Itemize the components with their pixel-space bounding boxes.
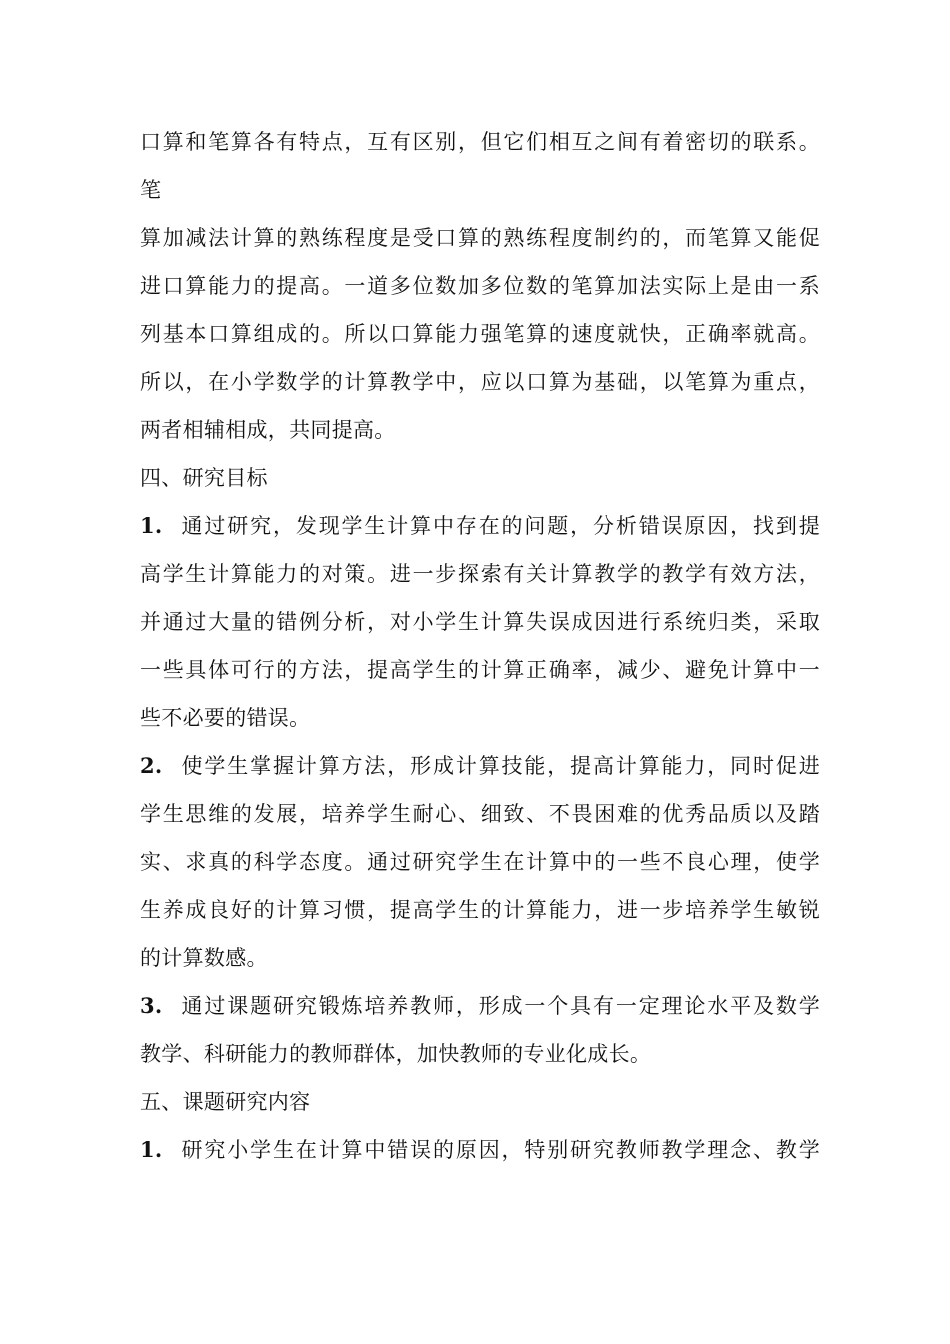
paragraph-line: 两者相辅相成，共同提高。	[140, 418, 396, 442]
paragraph-line: 并通过大量的错例分析，对小学生计算失误成因进行系统归类，采取	[140, 610, 820, 634]
list-item	[140, 982, 820, 1030]
section-heading-research-goals: 四、研究目标	[140, 466, 268, 490]
paragraph-line: 列基本口算组成的。所以口算能力强笔算的速度就快，正确率就高。	[140, 322, 820, 346]
paragraph-line: 的计算数感。	[140, 946, 268, 970]
section-heading-research-content: 五、课题研究内容	[140, 1090, 311, 1114]
paragraph-line: 高学生计算能力的对策。进一步探索有关计算教学的教学有效方法，	[140, 562, 820, 586]
list-item-text: 通过研究，发现学生计算中存在的问题，分析错误原因，找到提	[180, 514, 820, 538]
paragraph-line: 教学、科研能力的教师群体，加快教师的专业化成长。	[140, 1042, 652, 1066]
list-item-number: 2.	[140, 753, 163, 778]
paragraph-line: 进口算能力的提高。一道多位数加多位数的笔算加法实际上是由一系	[140, 274, 820, 298]
list-item-number: 3.	[140, 993, 163, 1018]
list-item-text: 通过课题研究锻炼培养教师，形成一个具有一定理论水平及数学	[180, 994, 820, 1018]
list-item	[140, 742, 820, 790]
paragraph-line: 生养成良好的计算习惯，提高学生的计算能力，进一步培养学生敏锐	[140, 898, 820, 922]
paragraph-line: 学生思维的发展，培养学生耐心、细致、不畏困难的优秀品质以及踏	[140, 802, 820, 826]
document-body	[140, 118, 820, 1174]
paragraph-line: 算加减法计算的熟练程度是受口算的熟练程度制约的，而笔算又能促	[140, 226, 820, 250]
list-item-text: 使学生掌握计算方法，形成计算技能，提高计算能力，同时促进	[180, 754, 820, 778]
paragraph-line: 所以，在小学数学的计算教学中，应以口算为基础，以笔算为重点，	[140, 370, 820, 394]
list-item-number: 1.	[140, 1137, 163, 1162]
paragraph-line: 口算和笔算各有特点，互有区别，但它们相互之间有着密切的联系。	[140, 130, 820, 154]
list-item	[140, 1126, 820, 1174]
paragraph-line: 一些具体可行的方法，提高学生的计算正确率，减少、避免计算中一	[140, 658, 820, 682]
paragraph-line: 些不必要的错误。	[140, 706, 311, 730]
list-item	[140, 502, 820, 550]
paragraph-line: 实、求真的科学态度。通过研究学生在计算中的一些不良心理，使学	[140, 850, 820, 874]
list-item-text: 研究小学生在计算中错误的原因，特别研究教师教学理念、教学	[180, 1138, 820, 1162]
list-item-number: 1.	[140, 513, 163, 538]
paragraph-line: 笔	[140, 178, 162, 202]
